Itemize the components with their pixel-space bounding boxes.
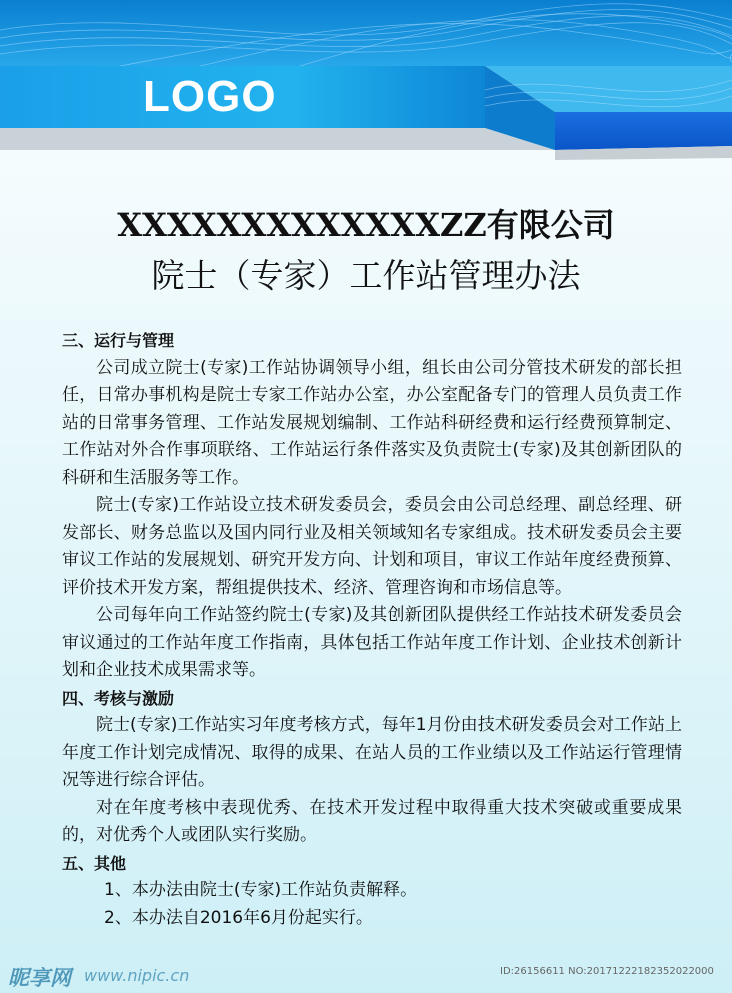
header-banner [0, 0, 732, 170]
section-heading-other: 五、其他 [62, 853, 127, 873]
watermark-brand: 昵享网 [8, 966, 71, 990]
document-body [62, 327, 682, 932]
company-title: XXXXXXXXXXXXXZZ有限公司 [117, 206, 615, 244]
header-wave-graphic [0, 0, 732, 170]
watermark-id: ID:26156611 NO:20171222182352022000 [500, 966, 714, 977]
section-heading-assessment: 四、考核与激励 [62, 688, 175, 708]
paragraph: 对在年度考核中表现优秀、在技术开发过程中取得重大技术突破或重要成果的，对优秀个人或团队实行奖励。 [62, 797, 682, 845]
logo: LOGO [143, 72, 277, 121]
paragraph: 院士(专家)工作站实习年度考核方式，每年1月份由技术研发委员会对工作站上年度工作计划完成情况、取得的成果、在站人员的工作业绩以及工作站运行管理情况等进行综合评估。 [62, 715, 682, 790]
section-heading-operation: 三、运行与管理 [62, 331, 175, 350]
paragraph: 公司每年向工作站签约院士(专家)及其创新团队提供经工作站技术研发委员会审议通过的工作站年度工作指南，具体包括工作站年度工作计划、企业技术创新计划和企业技术成果需求等。 [62, 605, 682, 680]
watermark-url: www.nipic.cn [84, 966, 190, 985]
list-item: 2、本办法自2016年6月份起实行。 [104, 907, 373, 928]
document-title: 院士（专家）工作站管理办法 [151, 256, 581, 295]
list-item: 1、本办法由院士(专家)工作站负责解释。 [104, 880, 418, 900]
paragraph: 公司成立院士(专家)工作站协调领导小组，组长由公司分管技术研发的部长担任，日常办事机构是院士专家工作站办公室，办公室配备专门的管理人员负责工作站的日常事务管理、工作站发展规划编制、工作站科研经费和运行经费预算制定、工作站对外合作事项联络、工作站运行条件落实及负责院士(专家)及其创新团队的科研和生活服务等工作。 [62, 357, 682, 488]
paragraph: 院士(专家)工作站设立技术研发委员会，委员会由公司总经理、副总经理、研发部长、财务总监以及国内同行业及相关领域知名专家组成。技术研发委员会主要审议工作站的发展规划、研究开发方向、计划和项目，审议工作站年度经费预算、评价技术开发方案，帮组提供技术、经济、管理咨询和市场信息等。 [62, 495, 682, 598]
